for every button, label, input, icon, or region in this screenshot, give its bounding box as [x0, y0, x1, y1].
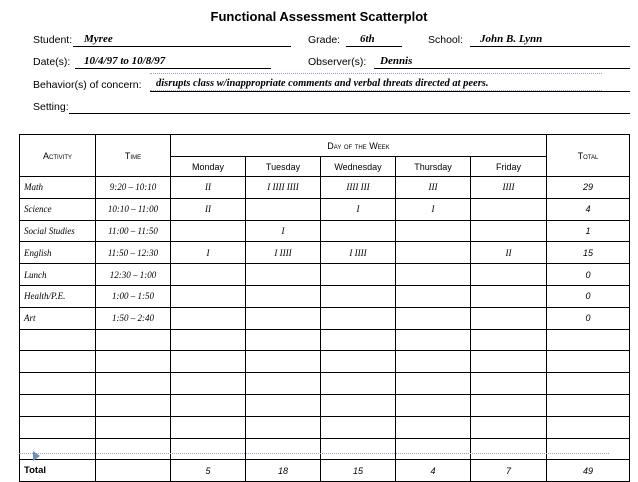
- table-row: [20, 242, 630, 264]
- time-cell: [96, 394, 171, 416]
- tally-cell: [321, 394, 396, 416]
- row-total-cell: 0: [547, 264, 630, 286]
- tally-cell: I IIII IIII: [246, 177, 321, 199]
- tally-cell: [246, 264, 321, 286]
- tally-cell: II: [171, 198, 246, 220]
- setting-label: Setting:: [33, 101, 69, 113]
- tally-cell: [396, 351, 471, 373]
- activity-cell: [20, 394, 96, 416]
- grand-total: 49: [547, 460, 630, 482]
- tally-cell: [321, 307, 396, 329]
- tally-cell: [471, 416, 547, 438]
- tally-cell: [171, 285, 246, 307]
- activity-cell: Art: [20, 307, 96, 329]
- row-total-cell: 0: [547, 307, 630, 329]
- row-total-cell: 1: [547, 220, 630, 242]
- tally-cell: [471, 198, 547, 220]
- tally-cell: IIII: [471, 177, 547, 199]
- school-label: School:: [428, 34, 464, 46]
- tally-cell: [471, 438, 547, 460]
- tally-cell: [321, 438, 396, 460]
- tally-cell: [246, 373, 321, 395]
- row-total-cell: [547, 438, 630, 460]
- selection-guide-bottom: [150, 90, 602, 91]
- tally-cell: [171, 220, 246, 242]
- activity-cell: English: [20, 242, 96, 264]
- tally-cell: [321, 220, 396, 242]
- time-cell: 9:20 – 10:10: [96, 177, 171, 199]
- row-total-cell: [547, 373, 630, 395]
- table-row: [20, 264, 630, 286]
- table-row: [20, 416, 630, 438]
- activity-cell: [20, 416, 96, 438]
- table-row: [20, 351, 630, 373]
- tally-cell: [171, 351, 246, 373]
- tally-cell: [396, 307, 471, 329]
- row-total-cell: [547, 416, 630, 438]
- row-total-cell: 4: [547, 198, 630, 220]
- tally-cell: [321, 373, 396, 395]
- tally-cell: [246, 351, 321, 373]
- time-cell: 10:10 – 11:00: [96, 198, 171, 220]
- tally-cell: [396, 394, 471, 416]
- tally-cell: [396, 438, 471, 460]
- day-monday: Monday: [171, 157, 246, 177]
- time-cell: 1:50 – 2:40: [96, 307, 171, 329]
- tally-cell: [396, 329, 471, 351]
- time-cell: [96, 373, 171, 395]
- time-header: Time: [96, 135, 171, 177]
- collapse-arrow-icon[interactable]: [33, 451, 40, 461]
- tally-cell: II: [171, 177, 246, 199]
- tally-cell: [471, 373, 547, 395]
- tally-cell: [246, 285, 321, 307]
- row-total-cell: [547, 329, 630, 351]
- tally-cell: II: [471, 242, 547, 264]
- tally-cell: [171, 438, 246, 460]
- grade-label: Grade:: [308, 34, 341, 46]
- table-row: [20, 198, 630, 220]
- tally-cell: [321, 264, 396, 286]
- total-thursday: 4: [396, 460, 471, 482]
- tally-cell: [171, 264, 246, 286]
- total-tuesday: 18: [246, 460, 321, 482]
- day-of-week-header: Day of the Week: [171, 135, 547, 157]
- tally-cell: I IIII: [246, 242, 321, 264]
- row-total-cell: 29: [547, 177, 630, 199]
- total-header: Total: [547, 135, 630, 177]
- table-row: [20, 307, 630, 329]
- tally-cell: [321, 351, 396, 373]
- tally-cell: [246, 416, 321, 438]
- row-total-cell: 15: [547, 242, 630, 264]
- activity-cell: [20, 373, 96, 395]
- observer-label: Observer(s):: [308, 56, 367, 68]
- day-friday: Friday: [471, 157, 547, 177]
- row-total-cell: [547, 351, 630, 373]
- tally-cell: [321, 329, 396, 351]
- tally-cell: [396, 416, 471, 438]
- observer-value: Dennis: [380, 55, 413, 67]
- tally-cell: [171, 329, 246, 351]
- tally-cell: [471, 285, 547, 307]
- tally-cell: [396, 285, 471, 307]
- tally-cell: [246, 438, 321, 460]
- time-cell: 1:00 – 1:50: [96, 285, 171, 307]
- tally-cell: [321, 285, 396, 307]
- time-cell: [96, 329, 171, 351]
- table-row: [20, 177, 630, 199]
- time-cell: 12:30 – 1:00: [96, 264, 171, 286]
- table-row: [20, 285, 630, 307]
- total-row-label: Total: [20, 460, 96, 482]
- tally-cell: [471, 329, 547, 351]
- time-cell: 11:50 – 12:30: [96, 242, 171, 264]
- behavior-label: Behavior(s) of concern:: [33, 79, 142, 91]
- day-thursday: Thursday: [396, 157, 471, 177]
- total-row-guide: [19, 453, 609, 454]
- table-row: [20, 329, 630, 351]
- activity-cell: Science: [20, 198, 96, 220]
- dates-value: 10/4/97 to 10/8/97: [84, 55, 166, 67]
- table-row: [20, 373, 630, 395]
- activity-cell: [20, 329, 96, 351]
- scatterplot-table: [19, 134, 630, 482]
- activity-cell: [20, 351, 96, 373]
- tally-cell: [396, 220, 471, 242]
- table-row: [20, 220, 630, 242]
- row-total-cell: 0: [547, 285, 630, 307]
- total-wednesday: 15: [321, 460, 396, 482]
- student-label: Student:: [33, 34, 73, 46]
- tally-cell: [171, 394, 246, 416]
- tally-cell: [246, 394, 321, 416]
- tally-cell: [396, 242, 471, 264]
- tally-cell: [171, 373, 246, 395]
- behavior-value: disrupts class w/inappropriate comments and verbal threats directed at peers.: [156, 78, 489, 89]
- activity-header: Activity: [20, 135, 96, 177]
- tally-cell: I: [246, 220, 321, 242]
- student-value: Myree: [84, 33, 113, 45]
- tally-cell: [171, 416, 246, 438]
- time-cell: [96, 416, 171, 438]
- table-row: [20, 438, 630, 460]
- setting-field[interactable]: [69, 100, 630, 114]
- tally-cell: IIII III: [321, 177, 396, 199]
- table-row: [20, 394, 630, 416]
- activity-cell: Social Studies: [20, 220, 96, 242]
- day-tuesday: Tuesday: [246, 157, 321, 177]
- time-cell: [96, 438, 171, 460]
- tally-cell: [396, 373, 471, 395]
- tally-cell: [246, 198, 321, 220]
- dates-label: Date(s):: [33, 56, 71, 68]
- school-value: John B. Lynn: [480, 33, 543, 45]
- activity-cell: [20, 438, 96, 460]
- tally-cell: I: [171, 242, 246, 264]
- activity-cell: Math: [20, 177, 96, 199]
- grade-value: 6th: [360, 33, 375, 45]
- activity-cell: Health/P.E.: [20, 285, 96, 307]
- tally-cell: I: [396, 198, 471, 220]
- total-monday: 5: [171, 460, 246, 482]
- tally-cell: III: [396, 177, 471, 199]
- tally-cell: [171, 307, 246, 329]
- tally-cell: [321, 416, 396, 438]
- tally-cell: [471, 264, 547, 286]
- tally-cell: [471, 220, 547, 242]
- day-wednesday: Wednesday: [321, 157, 396, 177]
- tally-cell: [246, 329, 321, 351]
- tally-cell: I: [321, 198, 396, 220]
- tally-cell: [246, 307, 321, 329]
- total-friday: 7: [471, 460, 547, 482]
- tally-cell: [471, 394, 547, 416]
- selection-guide-top: [150, 73, 602, 74]
- tally-cell: [396, 264, 471, 286]
- tally-cell: [471, 351, 547, 373]
- time-cell: [96, 351, 171, 373]
- form-title: Functional Assessment Scatterplot: [210, 9, 428, 24]
- tally-cell: [471, 307, 547, 329]
- row-total-cell: [547, 394, 630, 416]
- time-cell: 11:00 – 11:50: [96, 220, 171, 242]
- activity-cell: Lunch: [20, 264, 96, 286]
- tally-cell: I IIII: [321, 242, 396, 264]
